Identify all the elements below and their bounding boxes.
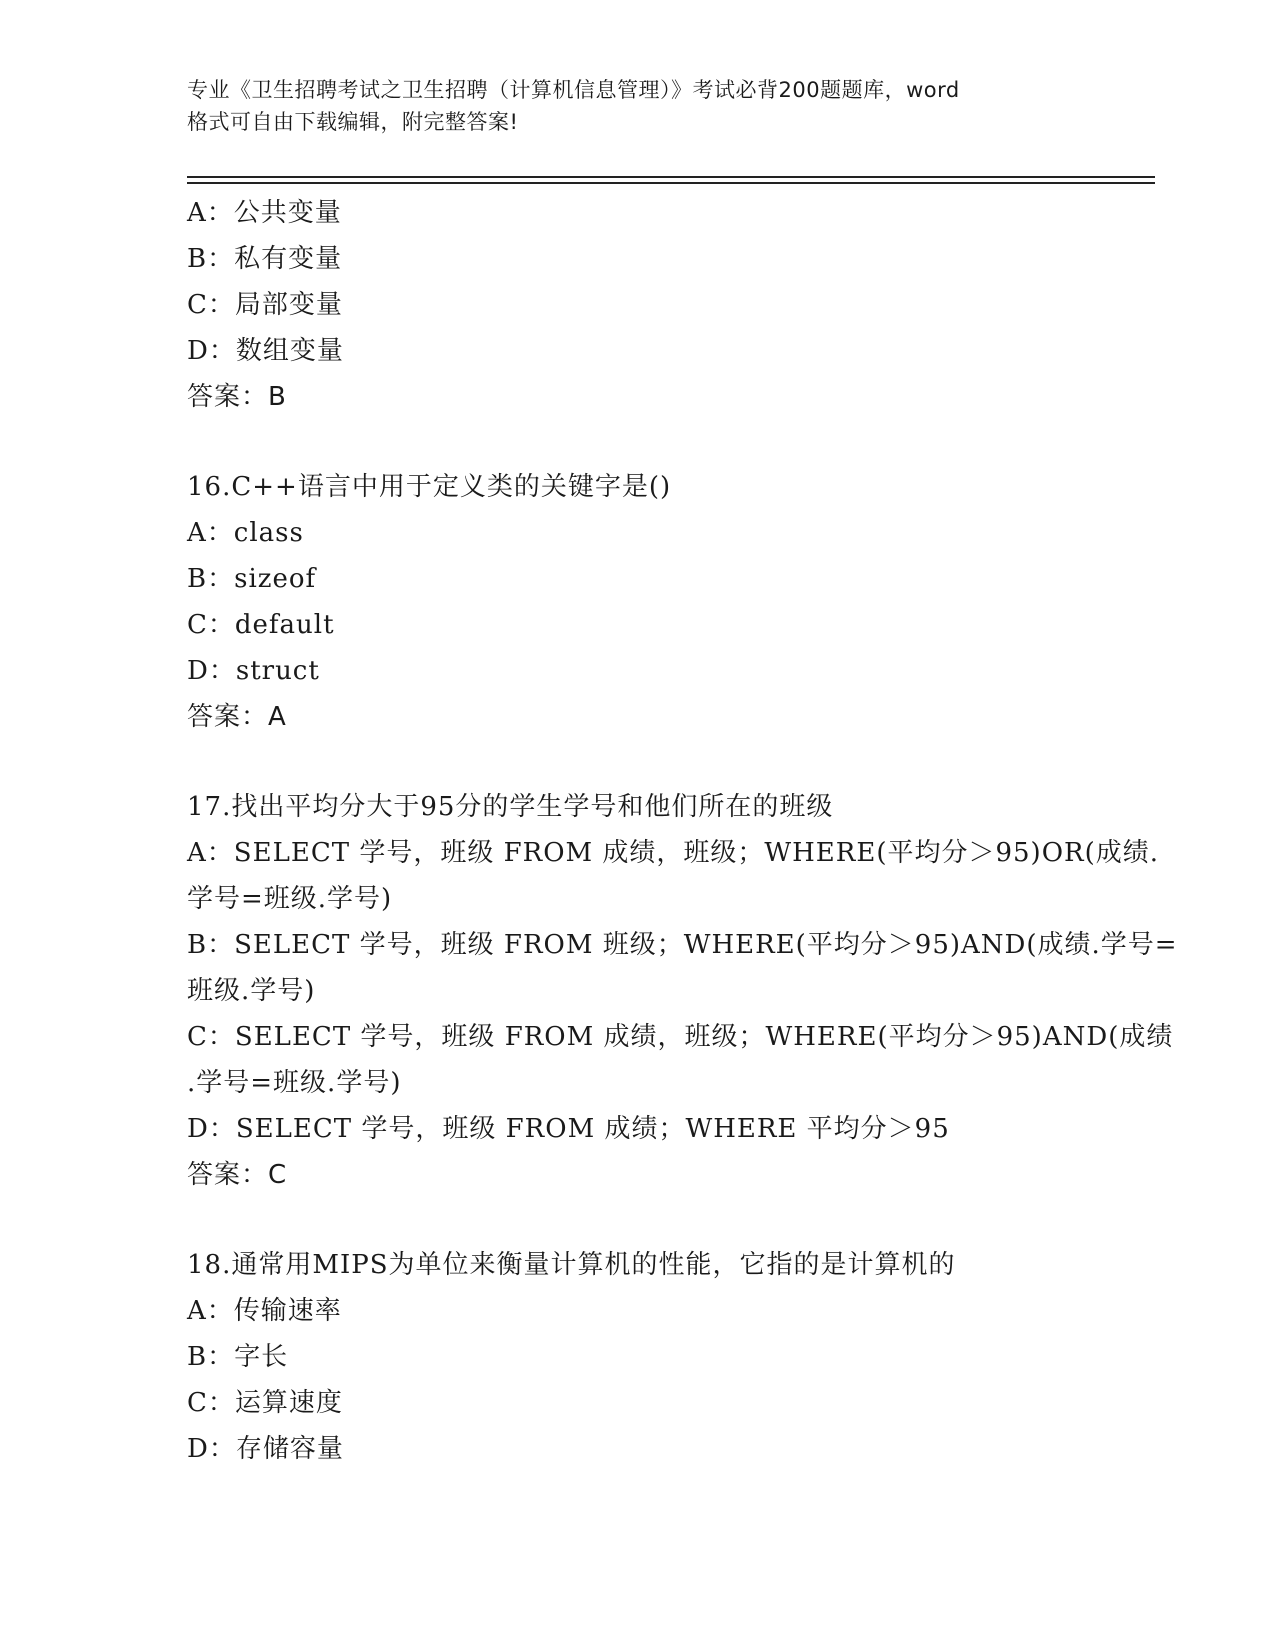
option-d: D：struct [187, 656, 320, 686]
spacer [187, 740, 1087, 784]
option-c: C：运算速度 [187, 1388, 343, 1418]
answer: 答案：B [187, 382, 287, 412]
option-d: D：存储容量 [187, 1434, 344, 1464]
option-a: A：class [187, 518, 304, 548]
question-title: 16.C++语言中用于定义类的关键字是() [187, 472, 672, 502]
option-d: D：数组变量 [187, 336, 344, 366]
question-title: 17.找出平均分大于95分的学生学号和他们所在的班级 [187, 792, 834, 822]
option-c-line-1: C：SELECT 学号，班级 FROM 成绩，班级；WHERE(平均分＞95)AND(成绩 [187, 1022, 1174, 1052]
option-a-line-1: A：SELECT 学号，班级 FROM 成绩，班级；WHERE(平均分＞95)OR(成绩. [187, 838, 1159, 868]
header-line-2: 格式可自由下载编辑，附完整答案! [187, 110, 519, 134]
question-16 [187, 464, 1087, 740]
option-b-line-1: B：SELECT 学号，班级 FROM 班级；WHERE(平均分＞95)AND(成绩.学号= [187, 930, 1178, 960]
question-17 [187, 784, 1178, 1198]
option-a: A：传输速率 [187, 1296, 342, 1326]
option-a: A：公共变量 [187, 198, 342, 228]
question-15-options [187, 190, 1087, 420]
option-b-line-2: 班级.学号) [187, 976, 316, 1006]
question-list [187, 190, 1178, 1472]
spacer [187, 420, 1087, 464]
answer: 答案：C [187, 1160, 288, 1190]
question-title: 18.通常用MIPS为单位来衡量计算机的性能，它指的是计算机的 [187, 1250, 956, 1280]
header-divider-top [187, 176, 1155, 178]
option-b: B：私有变量 [187, 244, 343, 274]
option-d: D：SELECT 学号，班级 FROM 成绩；WHERE 平均分＞95 [187, 1114, 950, 1144]
option-c: C：default [187, 610, 335, 640]
document-header [187, 74, 1087, 138]
option-b: B：sizeof [187, 564, 317, 594]
option-a-line-2: 学号=班级.学号) [187, 884, 393, 914]
question-18 [187, 1242, 1087, 1472]
header-line-1: 专业《卫生招聘考试之卫生招聘（计算机信息管理）》考试必背200题题库，word [187, 78, 960, 102]
option-b: B：字长 [187, 1342, 289, 1372]
option-c: C：局部变量 [187, 290, 343, 320]
option-c-line-2: .学号=班级.学号) [187, 1068, 402, 1098]
answer: 答案：A [187, 702, 287, 732]
spacer [187, 1198, 1087, 1242]
header-divider-bottom [187, 182, 1155, 184]
